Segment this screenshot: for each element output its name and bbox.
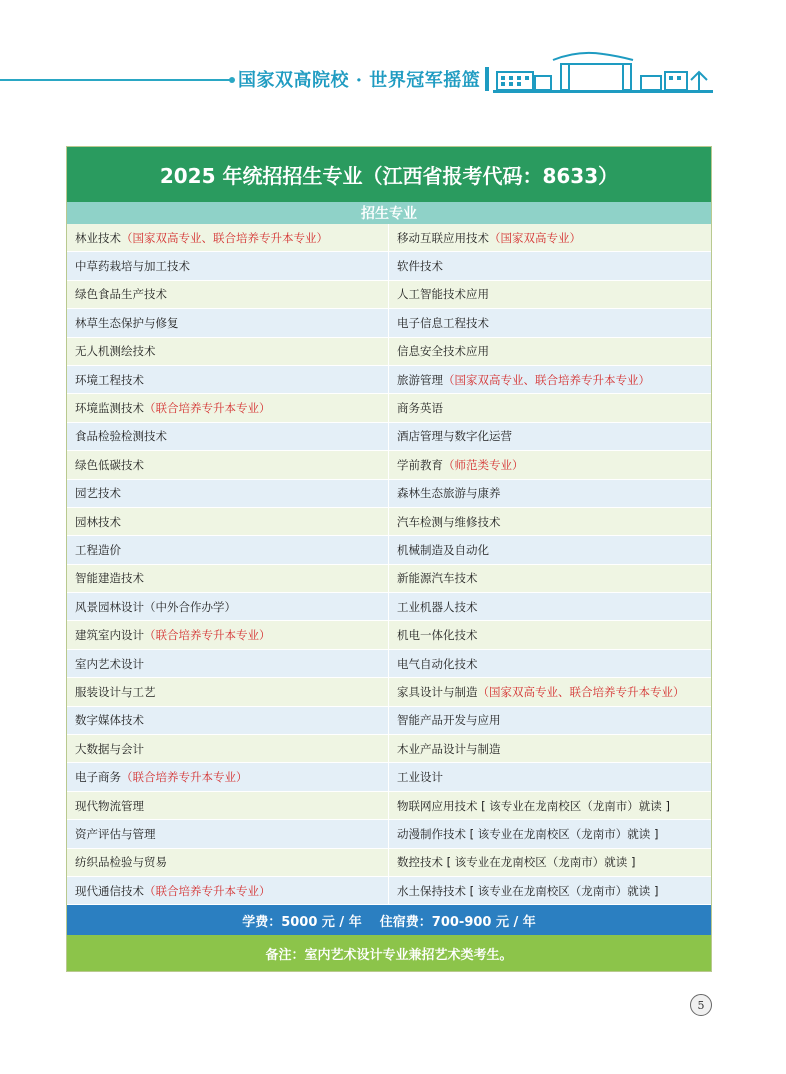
page-number: 5 [690, 994, 712, 1016]
major-name: 现代物流管理 [75, 798, 144, 813]
major-name: 大数据与会计 [75, 741, 144, 756]
major-cell-left [67, 849, 389, 877]
table-row [67, 565, 711, 593]
header-title: 国家双高院校 · 世界冠军摇篮 [238, 70, 481, 91]
major-cell-left [67, 423, 389, 451]
major-cell-left [67, 650, 389, 678]
major-name: 工业机器人技术 [397, 599, 478, 614]
major-note: （联合培养专升本专业） [121, 770, 248, 785]
major-cell-right [389, 565, 711, 593]
table-row [67, 224, 711, 252]
major-cell-right [389, 451, 711, 479]
table-row [67, 480, 711, 508]
major-cell-left [67, 309, 389, 337]
admissions-table [66, 146, 712, 972]
major-name: 信息安全技术应用 [397, 344, 489, 359]
table-row [67, 309, 711, 337]
major-cell-left [67, 366, 389, 394]
major-name: 工程造价 [75, 542, 121, 557]
major-cell-left [67, 621, 389, 649]
major-cell-left [67, 877, 389, 905]
major-name: 电气自动化技术 [397, 656, 478, 671]
major-cell-left [67, 565, 389, 593]
major-name: 家具设计与制造 [397, 684, 478, 699]
major-cell-right [389, 877, 711, 905]
major-name: 酒店管理与数字化运营 [397, 429, 512, 444]
header-divider [485, 67, 489, 91]
major-cell-left [67, 536, 389, 564]
table-row [67, 366, 711, 394]
major-note: （国家双高专业、联合培养专升本专业） [121, 230, 328, 245]
major-note: （联合培养专升本专业） [144, 628, 271, 643]
major-cell-left [67, 678, 389, 706]
major-name: 环境监测技术 [75, 401, 144, 416]
major-cell-left [67, 480, 389, 508]
major-name: 林业技术 [75, 230, 121, 245]
major-cell-right [389, 338, 711, 366]
table-row [67, 650, 711, 678]
major-name: 绿色食品生产技术 [75, 287, 167, 302]
major-cell-right [389, 820, 711, 848]
major-name: 汽车检测与维修技术 [397, 514, 501, 529]
major-cell-right [389, 366, 711, 394]
major-name: 动漫制作技术 [ 该专业在龙南校区（龙南市）就读 ] [397, 826, 659, 841]
major-cell-left [67, 281, 389, 309]
major-name: 建筑室内设计 [75, 628, 144, 643]
major-name: 室内艺术设计 [75, 656, 144, 671]
major-name: 水土保持技术 [ 该专业在龙南校区（龙南市）就读 ] [397, 883, 659, 898]
major-name: 现代通信技术 [75, 883, 144, 898]
major-cell-right [389, 735, 711, 763]
major-name: 新能源汽车技术 [397, 571, 478, 586]
major-name: 商务英语 [397, 401, 443, 416]
header-rule [0, 79, 232, 81]
table-subheading: 招生专业 [67, 202, 711, 224]
major-name: 智能产品开发与应用 [397, 713, 501, 728]
table-row [67, 792, 711, 820]
table-row [67, 707, 711, 735]
table-row [67, 394, 711, 422]
major-cell-left [67, 593, 389, 621]
major-name: 工业设计 [397, 770, 443, 785]
table-row [67, 763, 711, 791]
major-name: 机械制造及自动化 [397, 542, 489, 557]
major-name: 电子商务 [75, 770, 121, 785]
major-name: 木业产品设计与制造 [397, 741, 501, 756]
major-name: 数字媒体技术 [75, 713, 144, 728]
major-cell-right [389, 224, 711, 252]
major-note: （联合培养专升本专业） [144, 883, 271, 898]
major-cell-right [389, 763, 711, 791]
major-name: 机电一体化技术 [397, 628, 478, 643]
remark: 备注：室内艺术设计专业兼招艺术类考生。 [67, 935, 711, 971]
major-name: 旅游管理 [397, 372, 443, 387]
major-cell-right [389, 423, 711, 451]
major-note: （国家双高专业、联合培养专升本专业） [477, 684, 685, 699]
major-cell-right [389, 281, 711, 309]
major-name: 林草生态保护与修复 [75, 315, 179, 330]
major-cell-left [67, 338, 389, 366]
table-row [67, 281, 711, 309]
major-cell-left [67, 451, 389, 479]
major-name: 绿色低碳技术 [75, 457, 144, 472]
major-cell-right [389, 309, 711, 337]
major-cell-right [389, 650, 711, 678]
table-row [67, 849, 711, 877]
major-name: 中草药栽培与加工技术 [75, 259, 190, 274]
table-row [67, 252, 711, 280]
major-name: 数控技术 [ 该专业在龙南校区（龙南市）就读 ] [397, 855, 636, 870]
campus-skyline-icon [493, 50, 713, 94]
major-name: 风景园林设计（中外合作办学） [75, 599, 236, 614]
major-note: （国家双高专业、联合培养专升本专业） [443, 372, 650, 387]
major-name: 资产评估与管理 [75, 826, 156, 841]
major-name: 食品检验检测技术 [75, 429, 167, 444]
major-name: 物联网应用技术 [ 该专业在龙南校区（龙南市）就读 ] [397, 798, 670, 813]
major-cell-left [67, 820, 389, 848]
major-cell-right [389, 508, 711, 536]
table-row [67, 508, 711, 536]
major-name: 园林技术 [75, 514, 121, 529]
major-cell-left [67, 224, 389, 252]
table-row [67, 593, 711, 621]
table-row [67, 536, 711, 564]
major-cell-right [389, 394, 711, 422]
table-row [67, 735, 711, 763]
major-cell-right [389, 678, 711, 706]
table-row [67, 451, 711, 479]
table-row [67, 877, 711, 905]
major-cell-left [67, 792, 389, 820]
major-name: 园艺技术 [75, 486, 121, 501]
major-note: （联合培养专升本专业） [144, 401, 271, 416]
major-name: 电子信息工程技术 [397, 315, 489, 330]
major-note: （师范类专业） [443, 457, 524, 472]
table-row [67, 423, 711, 451]
table-row [67, 338, 711, 366]
major-cell-left [67, 763, 389, 791]
major-name: 移动互联应用技术 [397, 230, 489, 245]
major-cell-left [67, 707, 389, 735]
major-note: （国家双高专业） [489, 230, 581, 245]
major-name: 服装设计与工艺 [75, 684, 156, 699]
major-name: 无人机测绘技术 [75, 344, 156, 359]
major-name: 森林生态旅游与康养 [397, 486, 501, 501]
major-name: 人工智能技术应用 [397, 287, 489, 302]
major-name: 软件技术 [397, 259, 443, 274]
major-cell-right [389, 252, 711, 280]
major-name: 纺织品检验与贸易 [75, 855, 167, 870]
major-name: 学前教育 [397, 457, 443, 472]
table-row [67, 678, 711, 706]
major-cell-left [67, 252, 389, 280]
major-cell-right [389, 849, 711, 877]
major-name: 智能建造技术 [75, 571, 144, 586]
major-cell-left [67, 735, 389, 763]
major-cell-right [389, 480, 711, 508]
major-cell-left [67, 508, 389, 536]
major-cell-right [389, 792, 711, 820]
major-cell-right [389, 536, 711, 564]
major-cell-right [389, 621, 711, 649]
major-name: 环境工程技术 [75, 372, 144, 387]
table-title: 2025 年统招招生专业（江西省报考代码：8633） [67, 147, 711, 202]
major-cell-right [389, 707, 711, 735]
table-row [67, 820, 711, 848]
table-row [67, 621, 711, 649]
table-body [67, 224, 711, 905]
major-cell-left [67, 394, 389, 422]
fee-info: 学费：5000 元 / 年 住宿费：700-900 元 / 年 [67, 905, 711, 935]
major-cell-right [389, 593, 711, 621]
